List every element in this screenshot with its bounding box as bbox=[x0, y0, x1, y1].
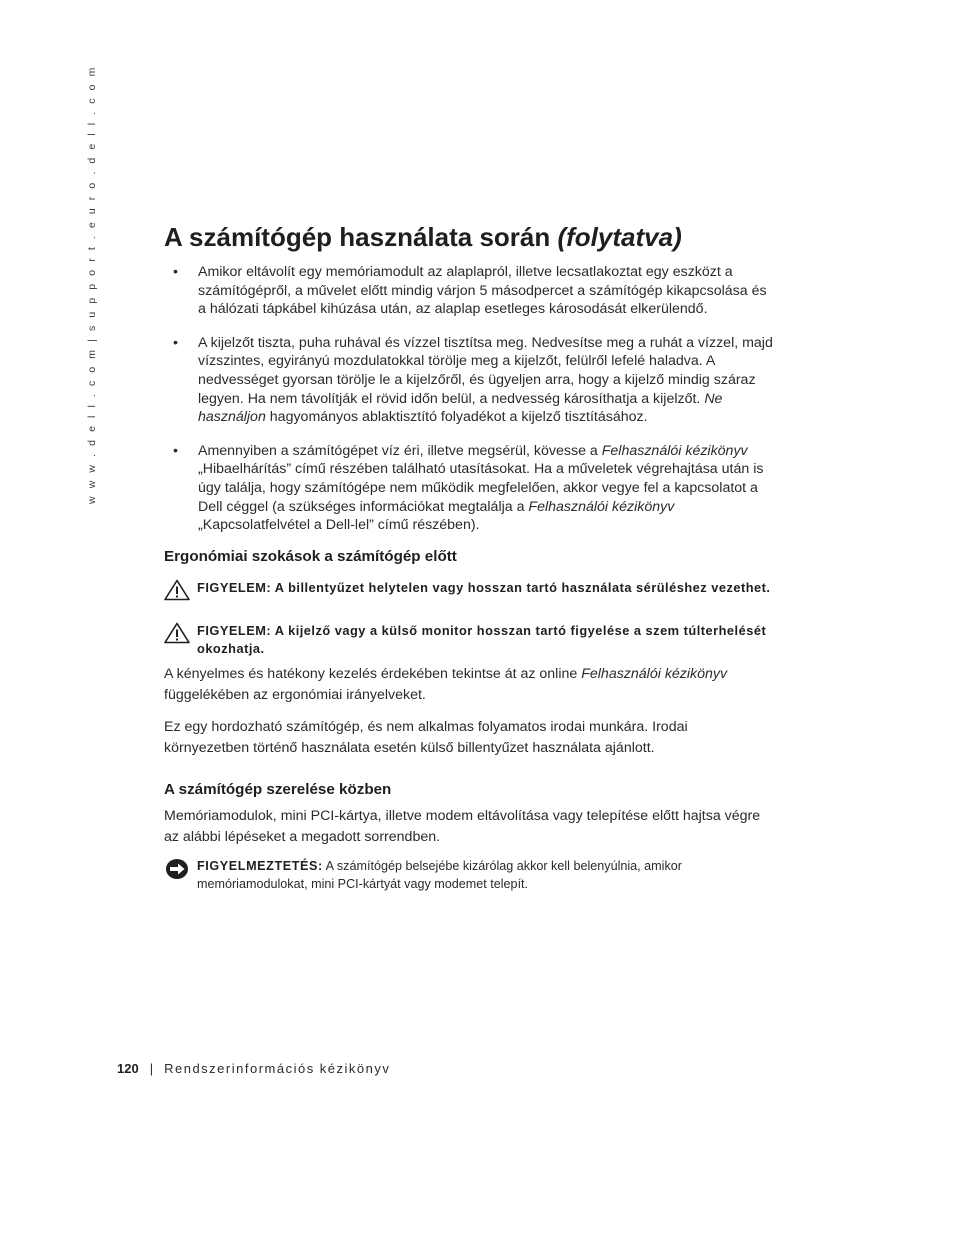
bullet-text: „Hibaelhárítás” című részében található utasításokat. Ha a műveletek végrehajtása után is úgy találja, hogy számítógépe nem működik megfelelően, akkor vegye fel a kapcsolatot a Dell céggel (a szükséges információkat megtalálja a bbox=[198, 461, 764, 515]
footer-separator: | bbox=[149, 1061, 154, 1076]
section-heading-ergonomics: Ergonómiai szokások a számítógép előtt bbox=[164, 548, 457, 565]
bullet-text: „Kapcsolatfelvétel a Dell-lel” című részében). bbox=[198, 517, 480, 534]
manual-reference: Felhasználói kézikönyv bbox=[581, 666, 728, 682]
page-footer bbox=[117, 1061, 390, 1076]
ergonomics-paragraph bbox=[164, 664, 776, 706]
paragraph-text: függelékében az ergonómiai irányelveket. bbox=[164, 687, 426, 703]
notice-label: FIGYELMEZTETÉS: bbox=[197, 859, 323, 873]
page-title bbox=[164, 222, 682, 253]
bullet-text: Amennyiben a számítógépet víz éri, illetve megsérül, kövesse a bbox=[198, 442, 602, 459]
caution-text: FIGYELEM: A kijelző vagy a külső monitor hosszan tartó figyelése a szem túlterhelését okozhatja. bbox=[197, 623, 767, 656]
list-item bbox=[164, 334, 776, 427]
bullet-icon: • bbox=[173, 264, 178, 280]
bullet-list bbox=[164, 263, 776, 550]
caution-box bbox=[164, 579, 776, 597]
list-item bbox=[164, 442, 776, 535]
title-italic: (folytatva) bbox=[557, 222, 682, 252]
bullet-icon: • bbox=[173, 442, 178, 459]
footer-title: Rendszerinformációs kézikönyv bbox=[164, 1061, 391, 1076]
notice-text: A számítógép belsejébe kizárólag akkor kell belenyúlnia, amikor memóriamodulokat, mini PCI-kártyát vagy modemet telepít. bbox=[197, 859, 682, 891]
caution-text: FIGYELEM: A billentyűzet helytelen vagy hosszan tartó használata sérüléshez vezethet. bbox=[197, 580, 771, 595]
bullet-emphasis: Ne használjon bbox=[198, 390, 723, 426]
side-url-text: w w w . d e l l . c o m | s u p p o r t . e u r o . d e l l . c o m bbox=[86, 65, 98, 504]
caution-icon bbox=[164, 622, 190, 644]
title-main: A számítógép használata során bbox=[164, 222, 558, 252]
notice-icon bbox=[165, 858, 189, 880]
page-number: 120 bbox=[117, 1061, 139, 1076]
paragraph-text: A kényelmes és hatékony kezelés érdekében tekintse át az online bbox=[164, 666, 582, 682]
bullet-text: Amikor eltávolít egy memóriamodult az alaplapról, illetve lecsatlakoztat egy eszközt a számítógépről, a művelet előtt mindig várjon 5 másodpercet a számítógép kikapcsolása és a hálózati tápkábel kihúzása után, az alaplap esetleges károsodását elkerülendő. bbox=[198, 264, 767, 318]
portable-paragraph: Ez egy hordozható számítógép, és nem alkalmas folyamatos irodai munkára. Irodai környezetben történő használata esetén külső billentyűzet használata ajánlott. bbox=[164, 719, 688, 756]
manual-reference: Felhasználói kézikönyv bbox=[528, 498, 675, 515]
manual-reference: Felhasználói kézikönyv bbox=[601, 442, 748, 459]
caution-box bbox=[164, 622, 776, 657]
bullet-text: A kijelzőt tiszta, puha ruhával és vízzel tisztítsa meg. Nedvesítse meg a ruhát a vízzel, majd vízszintes, egyirányú mozdulatokkal törölje meg a kijelzőt, felülről lefelé haladva. A nedvességet gyorsan törölje le a kijelzőről, és ügyeljen arra, hogy a kijelző mindig száraz legyen. Ha nem távolítják el rövid időn belül, a nedvesség károsíthatja a kijelzőt. bbox=[198, 334, 773, 407]
list-item bbox=[164, 263, 776, 319]
caution-icon bbox=[164, 579, 190, 601]
bullet-icon: • bbox=[173, 334, 178, 351]
notice-box bbox=[164, 858, 776, 893]
servicing-paragraph: Memóriamodulok, mini PCI-kártya, illetve modem eltávolítása vagy telepítése előtt hajtsa végre az alábbi lépéseket a megadott sorrendben. bbox=[164, 808, 761, 845]
section-heading-servicing: A számítógép szerelése közben bbox=[164, 781, 392, 798]
bullet-text: hagyományos ablaktisztító folyadékot a kijelző tisztításához. bbox=[265, 409, 648, 426]
